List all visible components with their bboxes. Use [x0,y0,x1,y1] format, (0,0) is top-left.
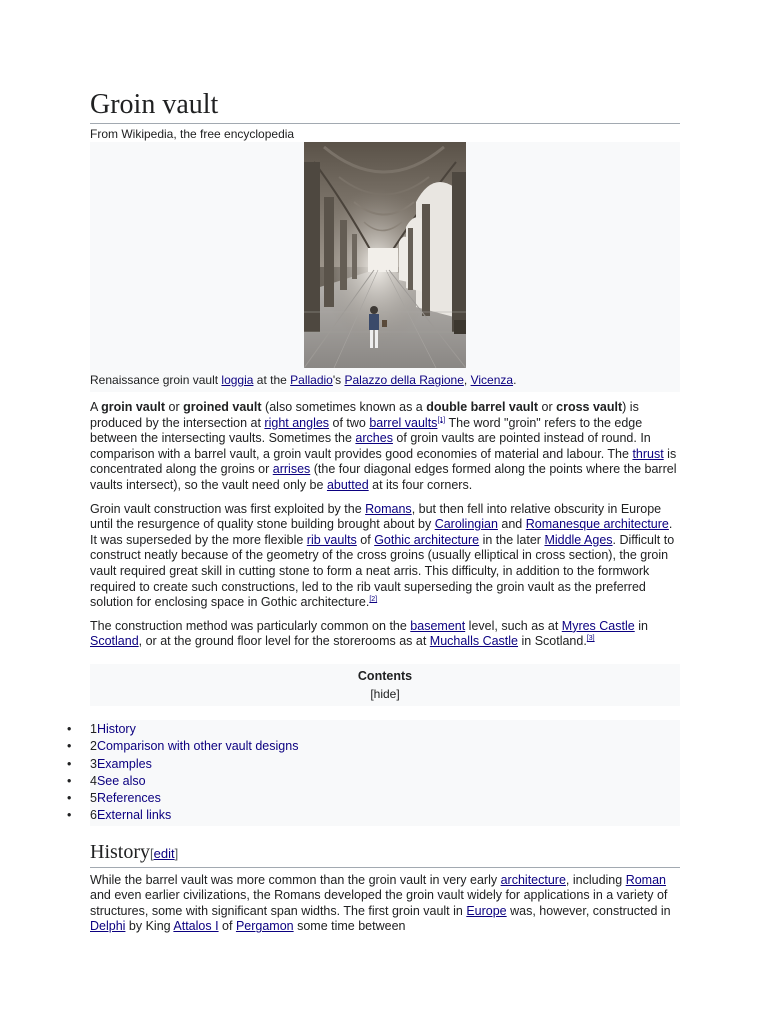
toc-list [67,720,680,826]
usage-paragraph: The construction method was particularly common on the basement level, such as at Myres Castle in Scotland, or at the ground floor level for the storerooms as at Muchalls Castle in Scotland.[3] [90,618,648,649]
toc-item[interactable] [67,790,680,807]
construction-paragraph: Groin vault construction was first exploited by the Romans, but then fell into relative obscurity in Europe until the resurgence of quality stone building brought about by Carolingian and Romanesque architecture. It was superseded by the more flexible rib vaults of Gothic architecture in the later Middle Ages. Difficult to construct neatly because of the geometry of the cross groins (usually elliptical in cross section), the groin vault required great skill in cutting stone to form a neat arris. This difficulty, in addition to the formwork required to create such constructions, led to the rib vault superseding the groin vault as the preferred solution for enclosing space in Gothic architecture.[2] [90,501,675,610]
toc-item-number: 4 [90,773,97,788]
reference-1[interactable]: [1] [437,416,446,424]
link-thrust[interactable]: thrust [632,446,664,461]
figure-caption [90,368,680,388]
reference-3[interactable]: [3] [586,635,595,643]
caption-text: 's [332,373,345,387]
section-heading-history [90,840,680,868]
toc-title: Contents [357,668,413,683]
thumbnail-figure [90,142,680,392]
link-romanesque-architecture[interactable]: Romanesque architecture [525,517,669,532]
term-groin-vault: groin vault [101,400,166,414]
toc-item-number: 3 [90,756,97,771]
toc-item-link[interactable]: References [96,791,161,806]
term-cross-vault: cross vault [556,400,623,414]
toc-item-link[interactable]: External links [96,808,172,823]
link-basement[interactable]: basement [410,618,466,633]
link-middle-ages[interactable]: Middle Ages [544,532,613,547]
edit-link[interactable]: edit [153,845,175,861]
link-palazzo-della-ragione[interactable]: Palazzo della Ragione [344,373,464,387]
link-attalos-i[interactable]: Attalos I [173,919,219,934]
toc-item-link[interactable]: See also [96,773,146,788]
intro-paragraph: A groin vault or groined vault (also sometimes known as a double barrel vault or cross vault) is produced by the intersection at right angles of two barrel vaults[1] The word "groin" refers to the edge between the intersecting vaults. Sometimes the arches of groin vaults are pointed instead of round. In comparison with a barrel vault, a groin vault provides good economies of material and labour. The thrust is concentrated along the groins or arrises (the four diagonal edges formed along the points where the barrel vaults intersect), so the vault need only be abutted at its four corners. [90,400,677,492]
link-europe[interactable]: Europe [466,903,507,918]
caption-text: . [513,373,517,387]
term-groined-vault: groined vault [183,400,262,414]
article [67,88,680,935]
caption-text: Renaissance groin vault [90,373,222,387]
link-carolingian[interactable]: Carolingian [434,517,498,532]
toc-item-number: 5 [90,791,97,806]
toc-item-link[interactable]: Examples [96,756,152,771]
bullet-icon: • [67,773,72,788]
link-palladio[interactable]: Palladio [290,373,333,387]
toc-item[interactable] [67,807,680,824]
link-scotland[interactable]: Scotland [90,634,139,649]
link-arrises[interactable]: arrises [272,462,311,477]
bullet-icon: • [67,756,72,771]
toc-item-number: 2 [90,739,97,754]
link-roman[interactable]: Roman [625,872,666,887]
bullet-icon: • [67,808,72,823]
toc-item-link[interactable]: History [96,721,136,736]
link-barrel-vaults[interactable]: barrel vaults [369,415,438,430]
toc-items [67,721,680,825]
toc-hide-toggle[interactable]: [hide] [370,686,400,701]
caption-text: , [463,373,471,387]
history-heading-text: History [90,840,150,863]
link-rib-vaults[interactable]: rib vaults [306,532,357,547]
link-right-angles[interactable]: right angles [264,415,330,430]
link-arches[interactable]: arches [355,431,393,446]
link-gothic-architecture[interactable]: Gothic architecture [374,532,480,547]
link-architecture[interactable]: architecture [500,872,566,887]
link-pergamon[interactable]: Pergamon [235,919,294,934]
loggia-photo[interactable] [304,142,466,368]
link-abutted[interactable]: abutted [326,477,369,492]
page-title: Groin vault [90,88,680,124]
history-paragraph: While the barrel vault was more common than the groin vault in very early architecture, including Roman and even earlier civilizations, the Romans developed the groin vault widely for applications in a variety of structures, some with significant span widths. The first groin vault in Europe was, however, constructed in Delphi by King Attalos I of Pergamon some time between [90,872,671,934]
toc-item[interactable] [67,738,680,755]
bullet-icon: • [67,739,72,754]
toc-item[interactable] [67,756,680,773]
toc-item-number: 6 [90,808,97,823]
toc-item[interactable] [67,773,680,790]
toc-item[interactable] [67,721,680,738]
loggia-photo-drawing [304,142,466,368]
caption-text: at the [253,373,291,387]
link-loggia[interactable]: loggia [221,373,254,387]
table-of-contents [90,664,680,706]
link-muchalls-castle[interactable]: Muchalls Castle [429,634,519,649]
bullet-icon: • [67,791,72,806]
link-delphi[interactable]: Delphi [90,919,126,934]
reference-2[interactable]: [2] [369,595,378,603]
edit-section: [edit] [150,845,179,861]
toc-item-number: 1 [90,721,97,736]
toc-item-link[interactable]: Comparison with other vault designs [96,739,299,754]
bullet-icon: • [67,721,72,736]
term-double-barrel-vault: double barrel vault [426,400,539,414]
tagline: From Wikipedia, the free encyclopedia [90,127,295,141]
link-myres-castle[interactable]: Myres Castle [561,618,635,633]
link-romans[interactable]: Romans [365,501,412,516]
link-vicenza[interactable]: Vicenza [470,373,514,387]
